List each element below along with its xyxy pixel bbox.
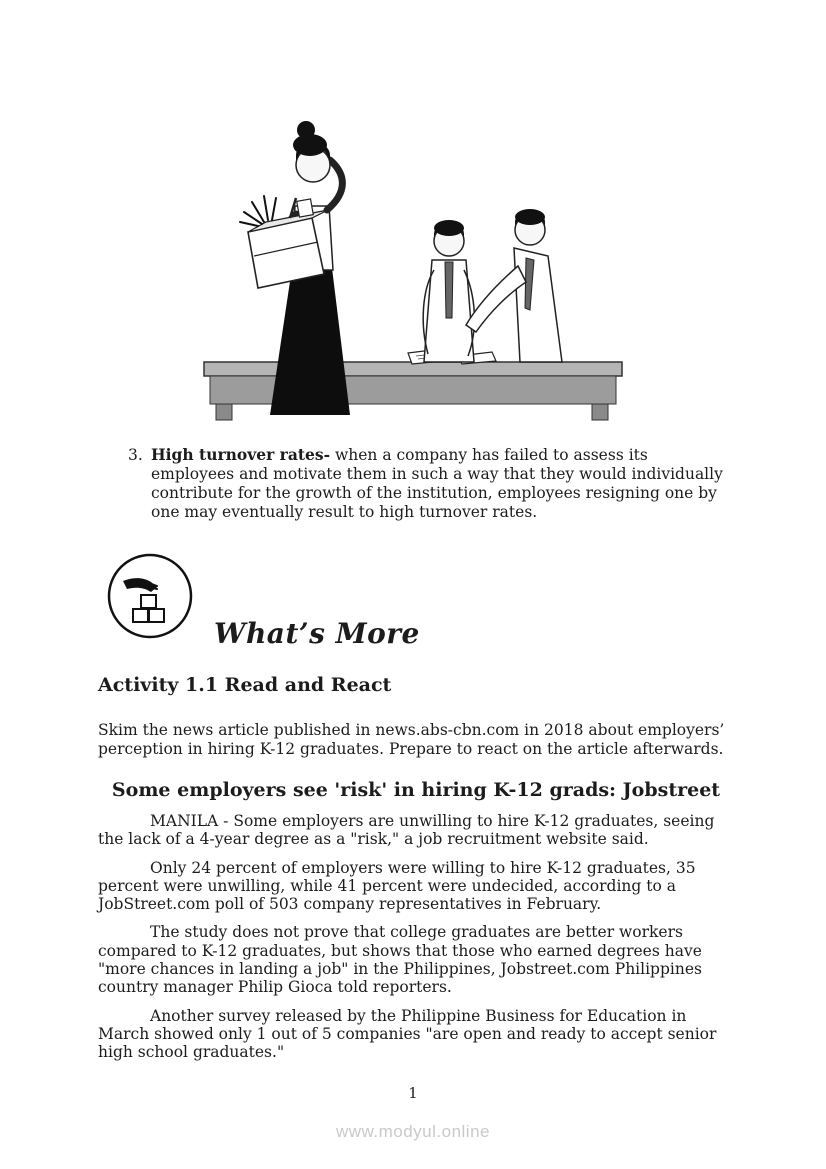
activity-title: Activity 1.1 Read and React: [98, 674, 392, 696]
article-body: [98, 812, 734, 1071]
list-item-high-turnover: [128, 446, 728, 522]
seated-man: [423, 220, 474, 362]
resignation-illustration: [196, 110, 632, 425]
page-number: 1: [408, 1084, 418, 1102]
article-paragraph: Only 24 percent of employers were willing to hire K-12 graduates, 35 percent were unwilling, while 41 percent were undecided, according to a JobStreet.com poll of 503 company representatives in February.: [98, 858, 696, 914]
list-definition: when a company has failed to assess its employees and motivate them in such a way that they would individually contribute for the growth of the institution, employees resigning one by one may eventually result to high turnover rates.: [151, 446, 723, 521]
hand-stacking-blocks-icon: [105, 551, 195, 641]
woman-resigning-carrying-box-illustration: [196, 110, 632, 425]
hand-icon: [123, 578, 157, 592]
desk: [204, 362, 622, 420]
leaning-man: [466, 209, 562, 362]
list-number: 3.: [128, 446, 143, 464]
list-term: High turnover rates-: [151, 445, 331, 464]
article-headline: Some employers see 'risk' in hiring K-12 grads: Jobstreet: [111, 779, 721, 801]
activity-intro: Skim the news article published in news.abs-cbn.com in 2018 about employers’ perception in hiring K-12 graduates. Prepare to react on the article afterwards.: [98, 721, 725, 759]
article-paragraph: The study does not prove that college graduates are better workers compared to K-12 graduates, but shows that those who earned degrees have "more chances in landing a job" in the Philippines, Jobstreet.com Philippines country manager Philip Gioca told reporters.: [98, 923, 702, 997]
article-paragraph: MANILA - Some employers are unwilling to hire K-12 graduates, seeing the lack of a 4-year degree as a "risk," a job recruitment website said.: [98, 812, 715, 849]
watermark: www.modyul.online: [335, 1122, 490, 1141]
section-title: What’s More: [214, 617, 420, 650]
article-paragraph: Another survey released by the Philippine Business for Education in March showed only 1 out of 5 companies "are open and ready to accept senior high school graduates.": [98, 1006, 717, 1062]
list-text: [151, 446, 728, 522]
